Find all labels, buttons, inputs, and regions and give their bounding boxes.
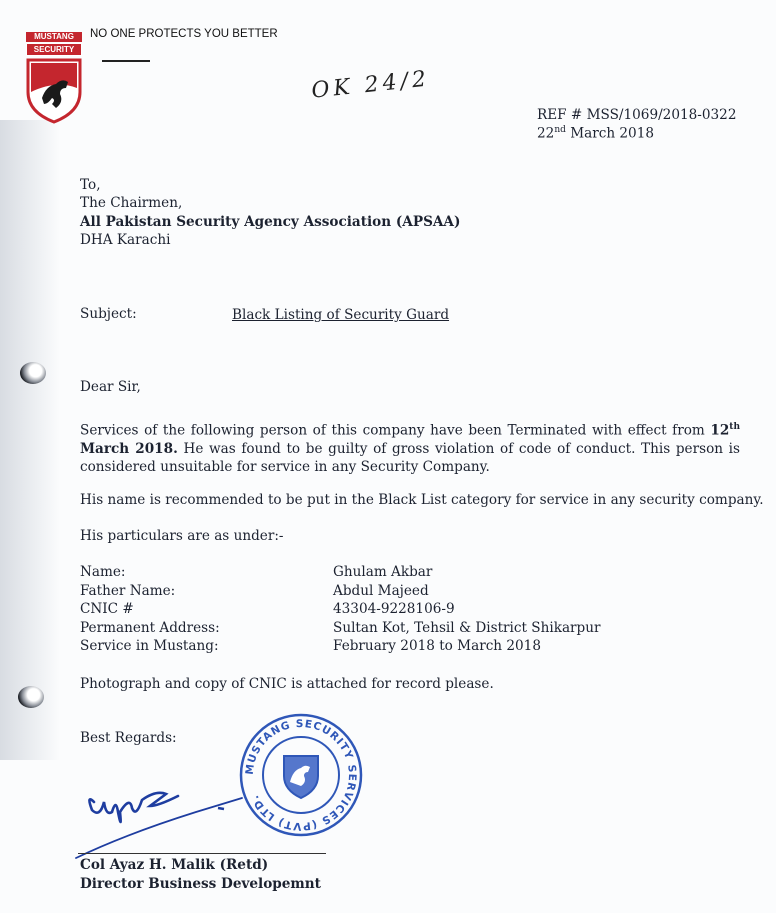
closing: Best Regards: [80, 730, 177, 746]
logo-text-top: MUSTANG [26, 32, 82, 42]
body-paragraph-1: Services of the following person of this company have been Terminated with effect from 12th March 2018. He was found to be guilty of gross violation of code of conduct. This person is considered unsuitable for service in any Security Company. [80, 422, 740, 475]
body-paragraph-2: His name is recommended to be put in the Black List category for service in any security company. [80, 492, 764, 508]
particulars-list [80, 564, 680, 657]
tagline-underline [102, 60, 150, 62]
letter-date: 22nd March 2018 [537, 125, 655, 142]
logo-text-bottom: SECURITY [26, 43, 82, 56]
signature-line [78, 853, 326, 854]
salutation: Dear Sir, [80, 379, 141, 395]
particular-row: Permanent Address: Sultan Kot, Tehsil & District Shikarpur [80, 619, 601, 636]
punch-hole-bottom [18, 686, 44, 708]
recipient-to: To, [80, 177, 101, 193]
recipient-organization: All Pakistan Security Agency Association (APSAA) [80, 214, 461, 230]
recipient-location: DHA Karachi [80, 232, 171, 248]
scan-shadow [0, 120, 60, 760]
subject-text: Black Listing of Security Guard [232, 307, 450, 323]
signatory-name: Col Ayaz H. Malik (Retd) [80, 857, 269, 873]
particular-row: Service in Mustang: February 2018 to March 2018 [80, 638, 541, 654]
particular-row: CNIC # 43304-9228106-9 [80, 601, 455, 617]
particular-row: Father Name: Abdul Majeed [80, 582, 429, 599]
recipient-title: The Chairmen, [80, 195, 183, 211]
horse-shield-icon [26, 58, 82, 124]
handwritten-note: OK 24/2 [310, 66, 432, 104]
subject-label: Subject: [80, 306, 137, 322]
attachment-note: Photograph and copy of CNIC is attached for record please. [80, 676, 494, 692]
signatory-designation: Director Business Developemnt [80, 876, 321, 892]
tagline: NO ONE PROTECTS YOU BETTER [90, 28, 278, 40]
company-logo [26, 32, 82, 124]
body-paragraph-3: His particulars are as under:- [80, 528, 284, 544]
reference-number: REF # MSS/1069/2018-0322 [537, 107, 737, 123]
punch-hole-top [20, 362, 46, 384]
handwritten-signature [46, 772, 286, 862]
particular-row: Name: Ghulam Akbar [80, 564, 433, 580]
stamp-text: MUSTANG SECURITY SERVICES (PVT) LTD. [243, 717, 359, 833]
